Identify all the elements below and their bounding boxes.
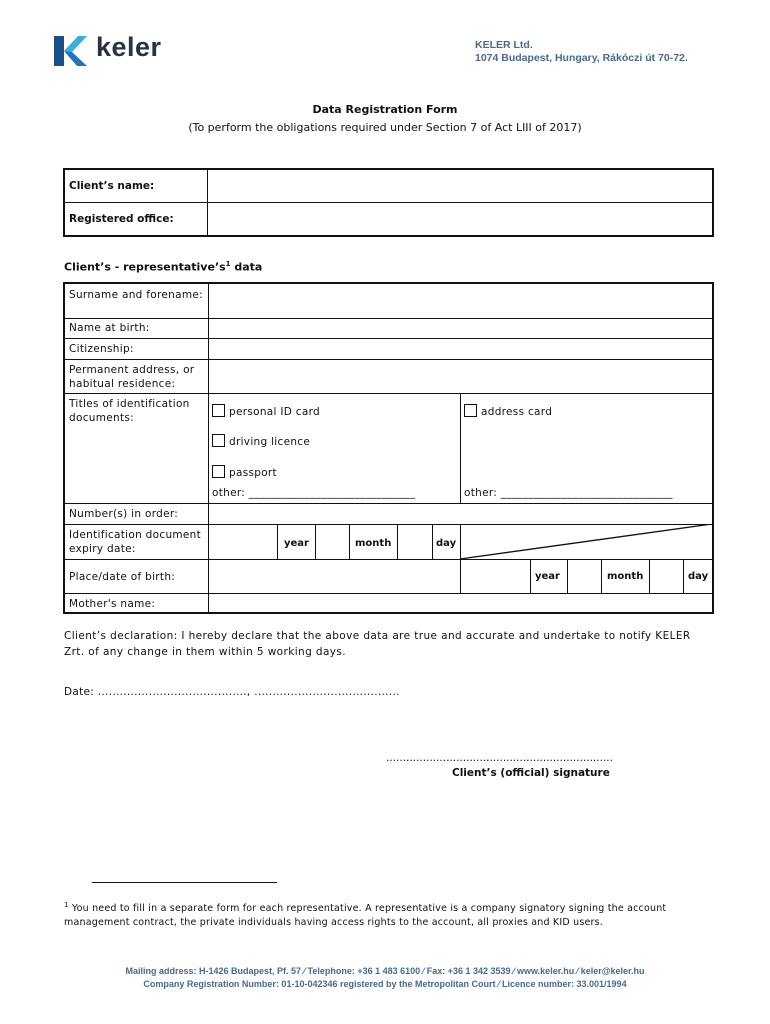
- other-left-field[interactable]: other: ______________________________: [212, 487, 416, 499]
- expiry-year-label: year: [284, 538, 309, 549]
- citizenship-field[interactable]: [209, 339, 712, 359]
- keler-logo-icon: [52, 34, 88, 68]
- date-field[interactable]: Date: ........................................., ........................................: [64, 686, 400, 698]
- client-name-field[interactable]: [208, 169, 714, 203]
- representative-table: [63, 282, 714, 614]
- birth-day-field[interactable]: [650, 560, 683, 593]
- personal-id-option[interactable]: personal ID card: [212, 404, 320, 418]
- birth-month-field[interactable]: [568, 560, 601, 593]
- name-at-birth-field[interactable]: [209, 319, 712, 338]
- footer-contact: Mailing address: H-1426 Budapest, Pf. 57 ⁄ Telephone: +36 1 483 6100 ⁄ Fax: +36 1 342 3539 ⁄ www.keler.hu ⁄ keler@keler.hu: [125, 966, 645, 976]
- birth-place-field[interactable]: [209, 560, 460, 593]
- brand-wordmark: keler: [96, 32, 162, 62]
- birth-year-label: year: [535, 571, 560, 582]
- client-declaration: Client’s declaration: I hereby declare that the above data are true and accurate and undertake to notify KELER Zrt. of any change in them within 5 working days.: [64, 630, 691, 658]
- footnote-text: You need to fill in a separate form for each representative. A representative is a company signatory signing the account management contract, the private individuals having access rights to the account, all proxies and KID users.: [64, 903, 667, 929]
- expiry-day-label: day: [436, 538, 457, 549]
- surname-label: Surname and forename:: [69, 289, 203, 301]
- signature-line[interactable]: ....................................................................: [386, 752, 613, 764]
- expiry-day-field[interactable]: [398, 525, 432, 559]
- form-title: Data Registration Form: [312, 103, 458, 116]
- birth-year-field[interactable]: [461, 560, 530, 593]
- driving-licence-checkbox[interactable]: [212, 434, 225, 447]
- company-name: KELER Ltd.: [475, 39, 533, 51]
- expiry-month-field[interactable]: [316, 525, 349, 559]
- form-subtitle: (To perform the obligations required under Section 7 of Act LIII of 2017): [188, 121, 582, 134]
- numbers-field[interactable]: [209, 504, 712, 524]
- client-table: [63, 168, 714, 237]
- birth-label: Place/date of birth:: [69, 571, 176, 583]
- personal-id-checkbox[interactable]: [212, 404, 225, 417]
- footer-registration: Company Registration Number: 01-10-042346 registered by the Metropolitan Court ⁄ Licence number: 33.001/1994: [143, 979, 627, 989]
- registered-office-field[interactable]: [208, 203, 714, 237]
- address-card-option[interactable]: address card: [464, 404, 552, 418]
- passport-option[interactable]: passport: [212, 465, 277, 479]
- numbers-label: Number(s) in order:: [69, 508, 179, 520]
- footnote: [64, 898, 714, 930]
- footnote-mark: 1: [64, 901, 69, 909]
- mother-name-field[interactable]: [209, 594, 712, 612]
- birth-day-label: day: [688, 571, 709, 582]
- client-name-label: Client’s name:: [64, 169, 208, 203]
- name-at-birth-label: Name at birth:: [69, 322, 150, 334]
- footnote-divider: [92, 882, 277, 883]
- company-info: [475, 39, 688, 65]
- address-label: Permanent address, or habitual residence:: [69, 364, 195, 390]
- passport-checkbox[interactable]: [212, 465, 225, 478]
- expiry-year-field[interactable]: [209, 525, 277, 559]
- representative-heading: Client’s - $representative’s^1$ data: [64, 260, 263, 274]
- birth-month-label: month: [607, 571, 644, 582]
- other-right-field[interactable]: other: _______________________________: [464, 487, 673, 499]
- expiry-label: Identification document expiry date:: [69, 529, 202, 555]
- expiry-strike-diagonal: [460, 524, 712, 559]
- citizenship-label: Citizenship:: [69, 343, 134, 355]
- mother-name-label: Mother's name:: [69, 598, 156, 610]
- signature-label: Client’s (official) signature: [452, 767, 610, 779]
- driving-licence-option[interactable]: driving licence: [212, 434, 310, 448]
- address-card-checkbox[interactable]: [464, 404, 477, 417]
- expiry-month-label: month: [355, 538, 392, 549]
- registered-office-label: Registered office:: [64, 203, 208, 237]
- address-field[interactable]: [209, 360, 712, 393]
- surname-field[interactable]: [209, 284, 712, 318]
- id-titles-label: Titles of identification documents:: [69, 398, 190, 424]
- company-address: 1074 Budapest, Hungary, Rákóczi út 70-72.: [475, 52, 688, 64]
